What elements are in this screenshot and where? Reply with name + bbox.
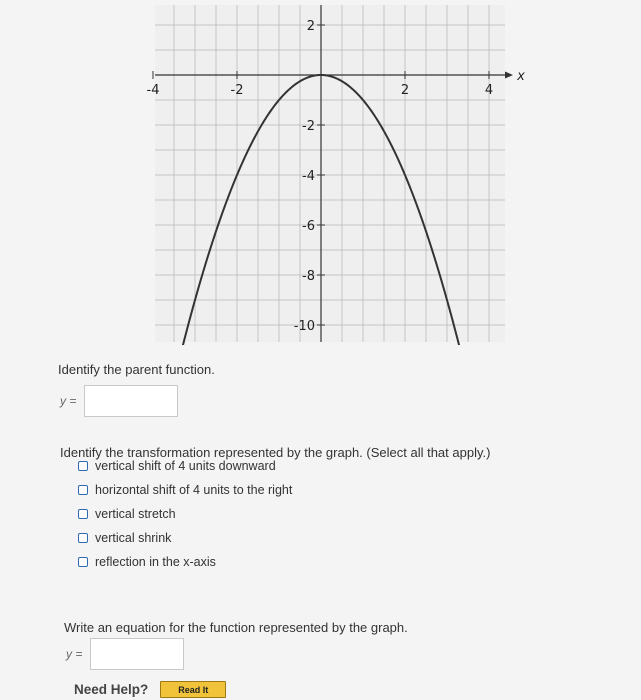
checkbox-horizontal-shift[interactable] [78,485,88,495]
x-tick-label: 2 [400,83,410,98]
equation-input[interactable] [90,638,184,670]
equation-row [66,638,184,670]
equation-prompt: Write an equation for the function represented by the graph. [64,620,408,635]
transformation-prompt: Identify the transformation represented by the graph. (Select all that apply.) [60,445,491,460]
checkbox-reflection-x-axis[interactable] [78,557,88,567]
checkbox-vertical-shift[interactable] [78,461,88,471]
function-graph [0,0,641,345]
option-vertical-shrink[interactable] [78,526,292,550]
parent-function-input[interactable] [84,385,178,417]
option-label: vertical shift of 4 units downward [95,459,276,473]
x-tick-label: -4 [146,83,160,98]
equation-y-label: y = [66,647,83,661]
y-tick-label: -4 [302,169,315,184]
y-tick-label: -10 [293,319,315,334]
y-tick-label: -6 [302,219,315,234]
transformation-options [78,454,292,574]
parent-function-y-label: y = [60,394,77,408]
option-vertical-stretch[interactable] [78,502,292,526]
checkbox-vertical-shrink[interactable] [78,533,88,543]
option-label: vertical stretch [95,507,176,521]
x-tick-label: -2 [230,83,244,98]
option-label: reflection in the x-axis [95,555,216,569]
parent-function-prompt: Identify the parent function. [58,362,215,377]
option-reflection-x-axis[interactable] [78,550,292,574]
plot-area [155,5,505,342]
read-it-button[interactable]: Read It [160,681,226,698]
y-tick-label: 2 [306,19,315,34]
option-vertical-shift[interactable] [78,454,292,478]
help-section [74,681,226,698]
y-tick-label: -2 [302,119,315,134]
x-axis-arrow [505,72,513,79]
need-help-label: Need Help? [74,682,149,697]
parent-function-row [60,385,178,417]
option-label: horizontal shift of 4 units to the right [95,483,293,497]
checkbox-vertical-stretch[interactable] [78,509,88,519]
y-tick-label: -8 [302,269,315,284]
x-axis-label: x [517,69,525,84]
option-horizontal-shift[interactable] [78,478,292,502]
option-label: vertical shrink [95,531,172,545]
x-tick-label: 4 [484,83,494,98]
